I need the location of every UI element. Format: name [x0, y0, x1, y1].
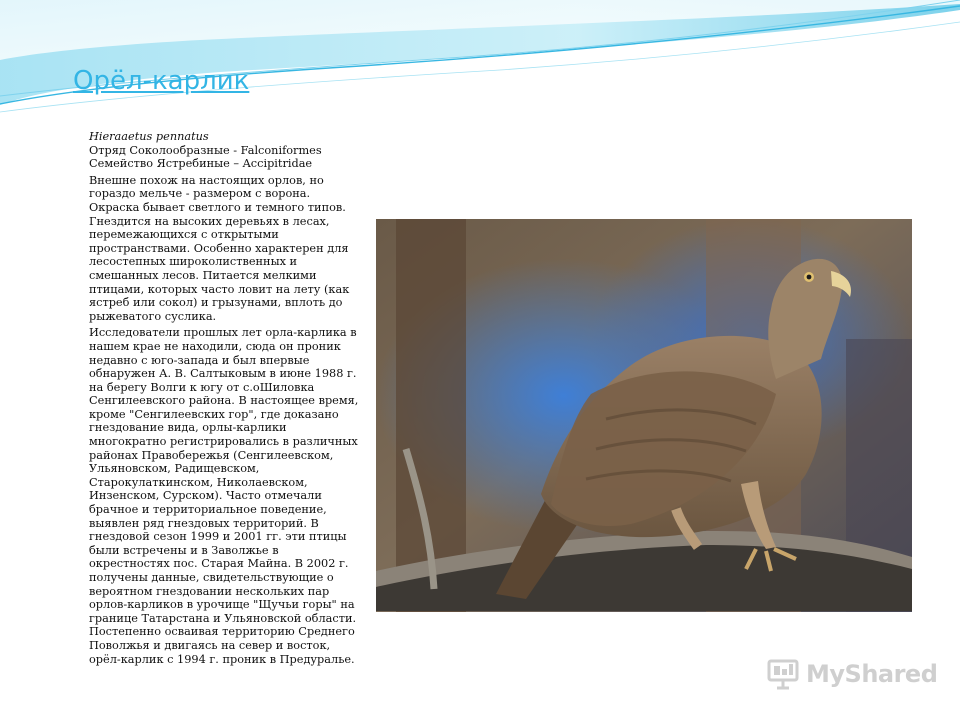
paragraph-history: Исследователи прошлых лет орла-карлика в нашем крае не находили, сюда он проник недавно с юго-запада и был впервые обнаружен А. В. Салтыковым в июне 1988 г. на берегу Волги к югу от с.оШиловка Сенгилеевского района. В настоящее время, кроме "Сенгилеевских гор", где доказано гнездование вида, орлы-карлики многократно регистрировались в различных районах Правобережья (Сенгилеевском, Ульяновском, Радищевском, Старокулаткинском, Николаевском, Инзенском, Сурском). Часто отмечали брачное и территориальное поведение, выявлен ряд гнездовых территорий. В гнездовой сезон 1999 и 2001 гг. эти птицы были встречены и в Заволжье в окрестностях пос. Старая Майна. В 2002 г. получены данные, свидетельствующие о вероятном гнездовании нескольких пар орлов-карликов в урочище "Щучьи горы" на границе Татарстана и Ульяновской области. Постепенно осваивая территорию Среднего Поволжья и двигаясь на север и восток, орёл-карлик с 1994 г. проник в Предуралье.: [89, 326, 359, 666]
presentation-icon: [766, 657, 800, 691]
header-wave-decoration: [0, 0, 960, 130]
paragraph-description: Внешне похож на настоящих орлов, но гораздо мельче - размером с ворона. Окраска бывает светлого и темного типов. Гнездится на высоких деревьях в лесах, перемежающихся с открытыми пространствами. Особенно характерен для лесостепных широколиственных и смешанных лесов. Питается мелкими птицами, которых часто ловит на лету (как ястреб или сокол) и грызунами, вплоть до рыжеватого суслика.: [89, 173, 350, 323]
watermark: [766, 655, 937, 693]
family-line: Семейство Ястребиные – Accipitridae: [89, 157, 313, 171]
watermark-text: MyShared: [806, 660, 938, 688]
order-line: Отряд Соколообразные - Falconiformes: [89, 143, 322, 157]
body-text: [89, 130, 361, 669]
eagle-photo: [376, 219, 912, 612]
slide-title[interactable]: Орёл-карлик: [73, 66, 250, 96]
latin-name: Hieraaetus pennatus: [89, 130, 209, 143]
